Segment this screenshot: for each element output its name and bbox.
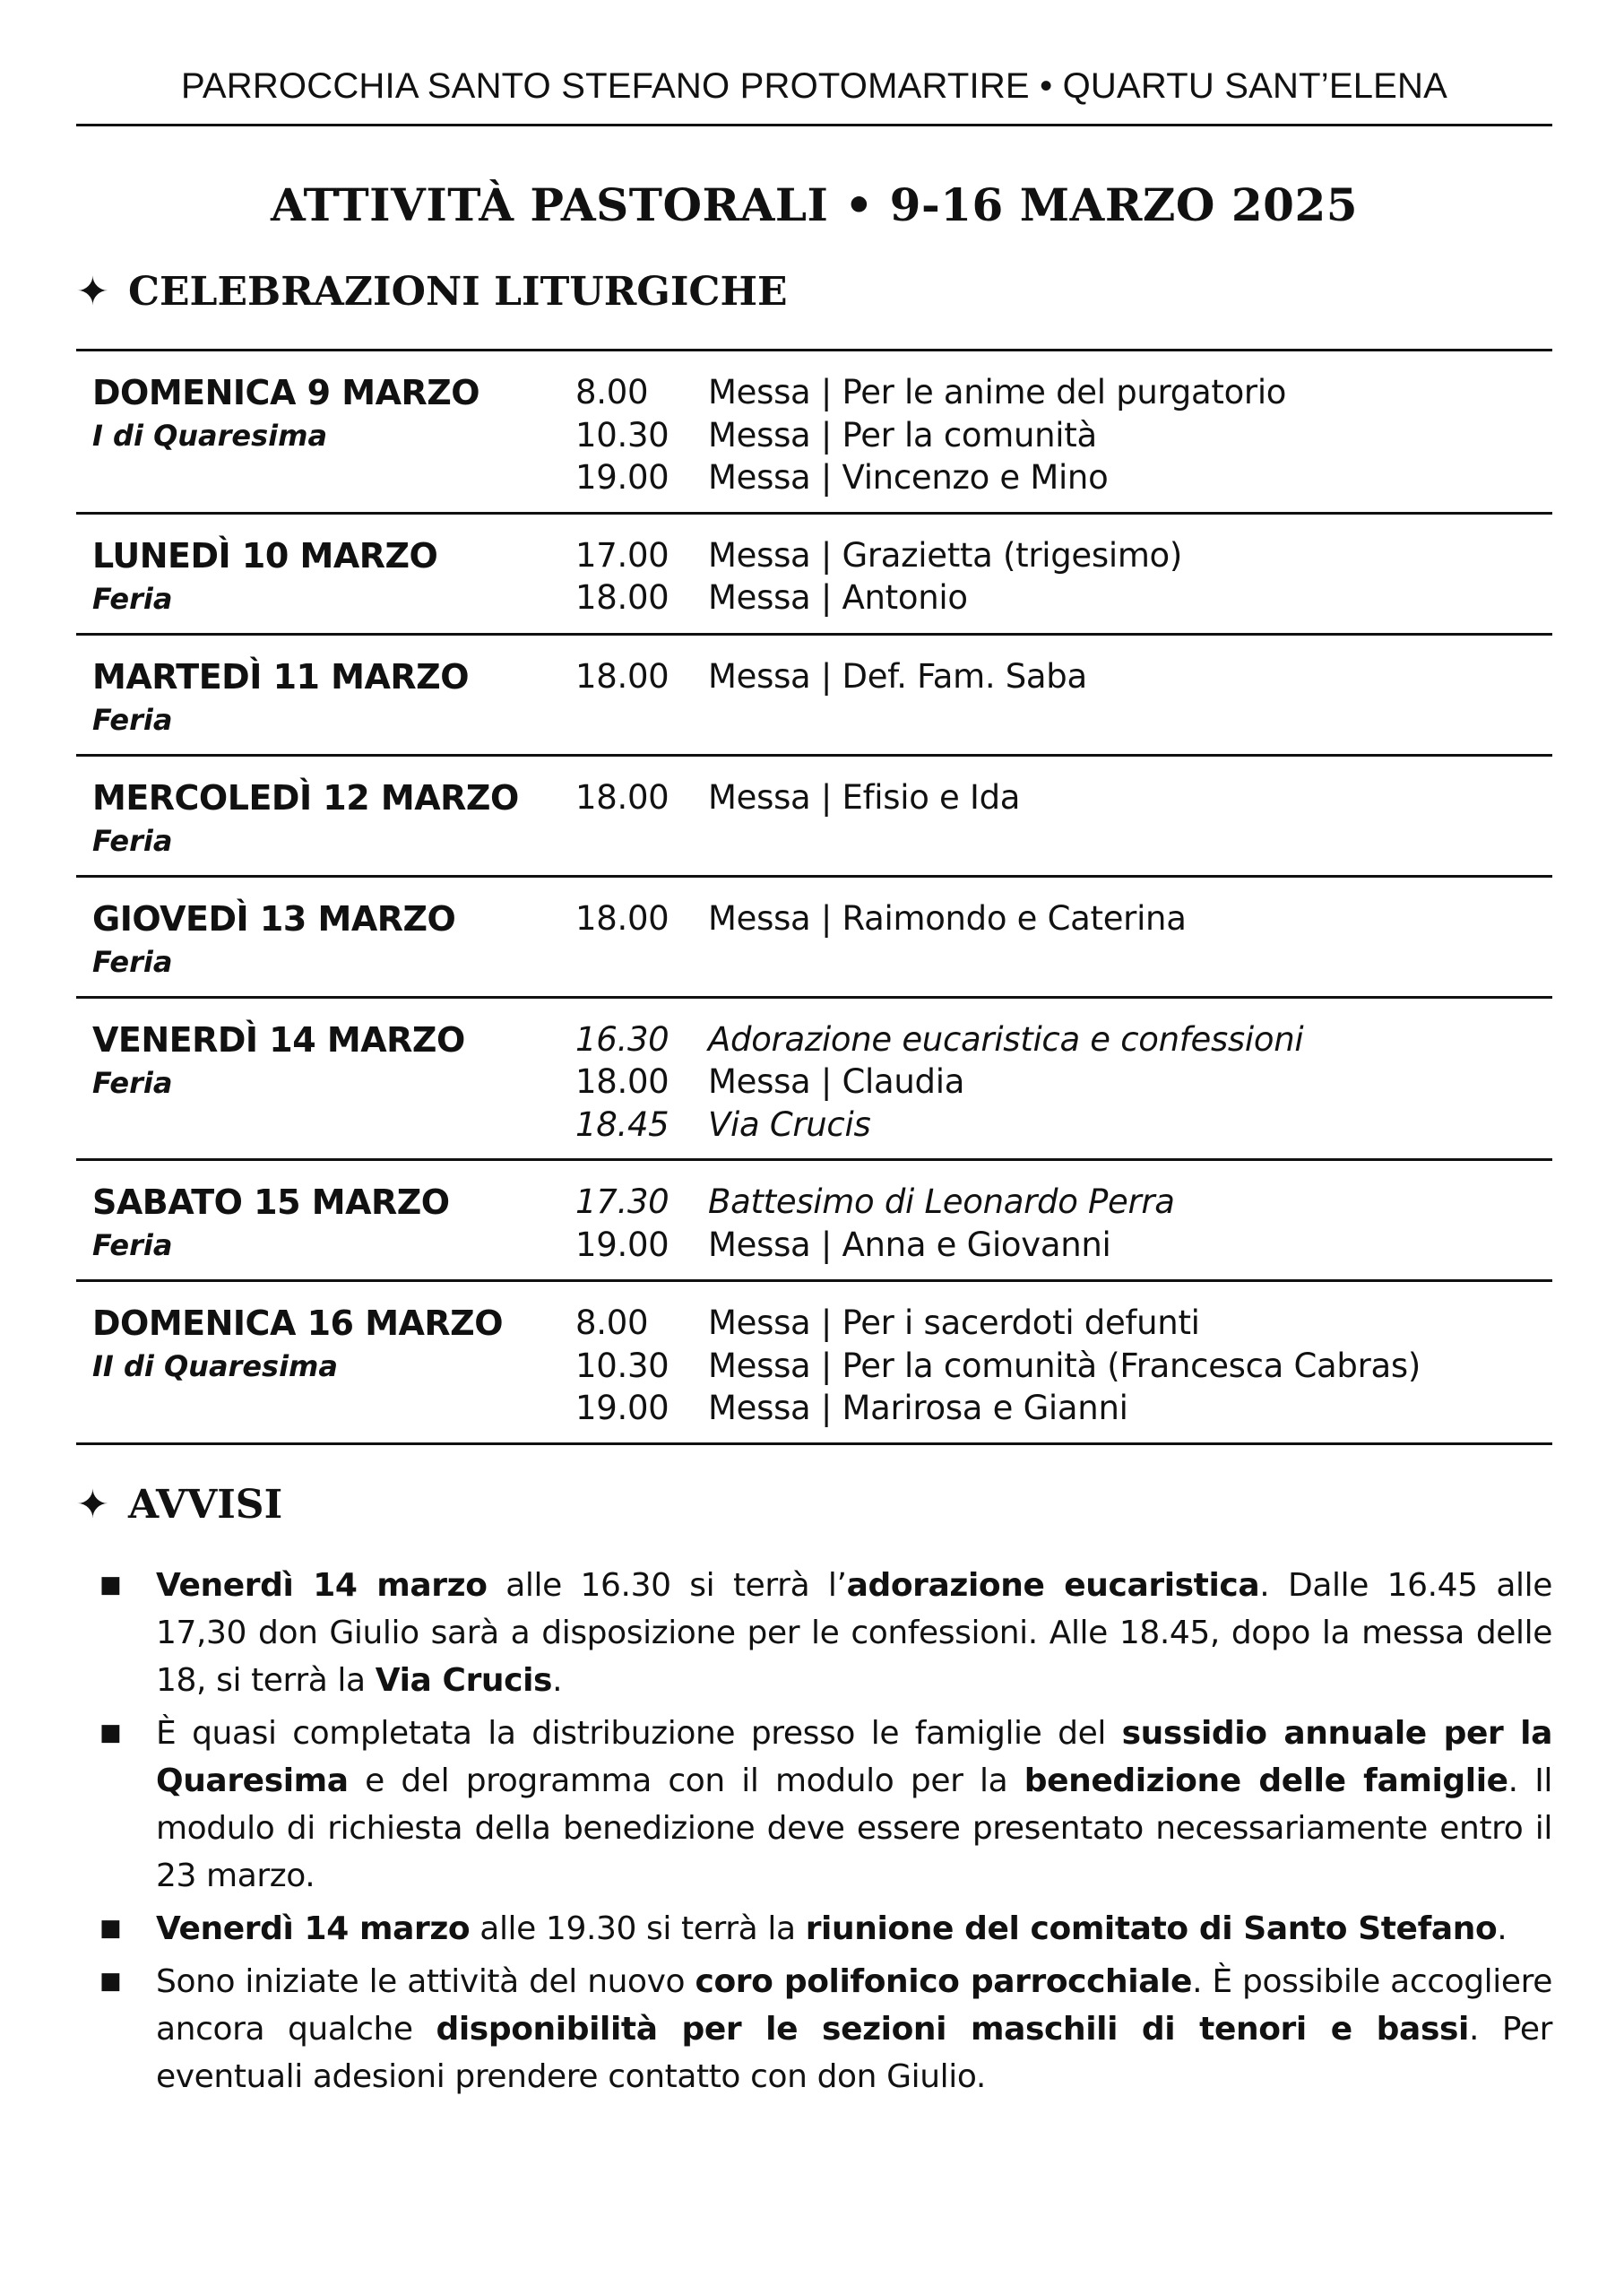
day-name: VENERDÌ 14 MARZO	[92, 1019, 465, 1060]
notice-item	[76, 1710, 1552, 1900]
event-time: 18.00	[575, 898, 669, 938]
day-name: MARTEDÌ 11 MARZO	[92, 656, 470, 697]
square-bullet-icon: ■	[99, 1914, 122, 1942]
liturgical-day-label: I di Quaresima	[92, 419, 328, 453]
liturgical-day-label: Feria	[92, 702, 173, 737]
event-time: 17.30	[575, 1182, 669, 1221]
events-cell	[575, 534, 1552, 620]
event-time: 17.00	[575, 535, 669, 575]
day-name: SABATO 15 MARZO	[92, 1182, 450, 1222]
notice-highlight: coro polifonico parrocchiale	[695, 1962, 1193, 2000]
notice-highlight: riunione del comitato di Santo Stefano	[805, 1910, 1498, 1947]
notice-item	[76, 1958, 1552, 2100]
header-divider	[76, 124, 1552, 126]
notice-segment: e del programma con il modulo per la	[348, 1762, 1024, 1799]
schedule-row	[76, 999, 1552, 1162]
event-description: Messa | Antonio	[708, 578, 968, 617]
notice-segment: alle 19.30 si terrà la	[470, 1910, 806, 1947]
notice-segment: . Per eventuali adesioni prendere contatto con don Giulio.	[156, 2010, 1552, 2095]
event-entry	[575, 414, 1552, 457]
event-entry	[575, 1181, 1552, 1224]
events-cell	[575, 897, 1552, 983]
event-description: Messa | Per la comunità	[708, 415, 1097, 455]
parish-header: PARROCCHIA SANTO STEFANO PROTOMARTIRE • QUARTU SANT’ELENA	[180, 66, 1448, 106]
event-description: Battesimo di Leonardo Perra	[708, 1182, 1175, 1221]
event-entry	[575, 655, 1552, 698]
square-bullet-icon: ■	[99, 1719, 122, 1746]
event-entry	[575, 534, 1552, 577]
notice-item	[76, 1562, 1552, 1704]
liturgical-day-label: Feria	[92, 944, 173, 979]
event-entry	[575, 897, 1552, 940]
event-time: 18.00	[575, 578, 669, 617]
events-cell	[575, 1302, 1552, 1430]
events-cell	[575, 776, 1552, 862]
liturgical-day-label: Feria	[92, 1228, 173, 1262]
event-time: 19.00	[575, 1389, 669, 1427]
notice-segment: alle 16.30 si terrà l’	[487, 1566, 847, 1604]
events-cell	[575, 1181, 1552, 1267]
section-heading-liturgy	[76, 268, 1552, 316]
event-entry	[575, 1302, 1552, 1345]
event-description: Adorazione eucaristica e confessioni	[708, 1019, 1304, 1059]
events-cell	[575, 1018, 1552, 1147]
notice-text	[156, 1710, 1552, 1900]
event-entry	[575, 456, 1552, 499]
liturgical-day-label: Feria	[92, 581, 173, 616]
day-cell	[76, 1302, 575, 1430]
liturgical-day-label: II di Quaresima	[92, 1349, 338, 1383]
event-time: 18.00	[575, 656, 669, 696]
notice-segment: .	[1497, 1910, 1507, 1947]
section-heading-label: CELEBRAZIONI LITURGICHE	[128, 269, 788, 315]
section-heading-notices	[76, 1481, 1552, 1529]
liturgical-day-label: Feria	[92, 1065, 173, 1100]
square-bullet-icon: ■	[99, 1967, 122, 1995]
notice-text	[156, 1562, 1552, 1704]
notice-text	[156, 1905, 1552, 1953]
events-cell	[575, 371, 1552, 499]
schedule-row	[76, 515, 1552, 636]
event-entry	[575, 1018, 1552, 1061]
event-entry	[575, 1104, 1552, 1147]
event-entry	[575, 576, 1552, 619]
event-time: 18.45	[575, 1104, 669, 1144]
star-icon: ✦	[76, 269, 109, 315]
event-description: Messa | Raimondo e Caterina	[708, 898, 1187, 938]
day-name: MERCOLEDÌ 12 MARZO	[92, 777, 519, 818]
day-name: DOMENICA 9 MARZO	[92, 373, 480, 412]
notices-list	[76, 1562, 1552, 2100]
notice-text	[156, 1958, 1552, 2100]
day-cell	[76, 371, 575, 499]
schedule-row	[76, 1282, 1552, 1445]
event-entry	[575, 371, 1552, 414]
event-time: 8.00	[575, 373, 649, 411]
star-icon: ✦	[76, 1481, 109, 1528]
notice-segment: . Il modulo di richiesta della benedizione deve essere presentato necessariamente entro il 23 marzo.	[156, 1762, 1553, 1894]
notice-highlight: Venerdì 14 marzo	[156, 1910, 471, 1947]
day-cell	[76, 1018, 575, 1147]
notice-segment: È quasi completata la distribuzione presso le famiglie del	[156, 1714, 1122, 1752]
day-cell	[76, 1181, 575, 1267]
event-entry	[575, 776, 1552, 819]
notice-highlight: Venerdì 14 marzo	[156, 1566, 488, 1604]
liturgical-day-label: Feria	[92, 823, 173, 858]
event-description: Messa | Def. Fam. Saba	[708, 656, 1087, 696]
event-description: Messa | Claudia	[708, 1062, 965, 1101]
notice-segment: .	[552, 1661, 563, 1699]
notice-highlight: Via Crucis	[375, 1661, 553, 1699]
liturgy-schedule-table	[76, 349, 1552, 1445]
event-description: Messa | Grazietta (trigesimo)	[708, 535, 1183, 575]
day-name: DOMENICA 16 MARZO	[92, 1303, 504, 1343]
day-cell	[76, 655, 575, 741]
document-title: ATTIVITÀ PASTORALI • 9-16 MARZO 2025	[270, 178, 1359, 231]
event-entry	[575, 1224, 1552, 1267]
event-description: Messa | Per la comunità (Francesca Cabras)	[708, 1346, 1421, 1385]
event-entry	[575, 1345, 1552, 1388]
events-cell	[575, 655, 1552, 741]
notice-highlight: adorazione eucaristica	[846, 1566, 1260, 1604]
event-time: 8.00	[575, 1303, 649, 1342]
section-heading-label: AVVISI	[128, 1481, 283, 1528]
notice-highlight: disponibilità per le sezioni maschili di tenori e bassi	[436, 2010, 1469, 2048]
day-cell	[76, 897, 575, 983]
day-cell	[76, 534, 575, 620]
day-cell	[76, 776, 575, 862]
event-description: Messa | Per i sacerdoti defunti	[708, 1303, 1200, 1342]
notice-item	[76, 1905, 1552, 1953]
schedule-row	[76, 1161, 1552, 1282]
square-bullet-icon: ■	[99, 1571, 122, 1598]
event-description: Messa | Vincenzo e Mino	[708, 458, 1109, 497]
event-time: 10.30	[575, 415, 669, 455]
schedule-row	[76, 351, 1552, 515]
bulletin-page	[76, 0, 1552, 2106]
event-time: 18.00	[575, 1062, 669, 1101]
day-name: GIOVEDÌ 13 MARZO	[92, 898, 456, 939]
event-time: 19.00	[575, 458, 669, 497]
event-description: Messa | Efisio e Ida	[708, 777, 1021, 817]
event-description: Messa | Marirosa e Gianni	[708, 1389, 1128, 1427]
event-time: 16.30	[575, 1019, 669, 1059]
event-time: 10.30	[575, 1346, 669, 1385]
event-description: Messa | Anna e Giovanni	[708, 1225, 1111, 1264]
notice-highlight: benedizione delle famiglie	[1024, 1762, 1508, 1799]
notice-segment: . È possibile accogliere ancora qualche	[156, 1962, 1552, 2048]
notice-segment: Sono iniziate le attività del nuovo	[156, 1962, 695, 2000]
event-time: 18.00	[575, 777, 669, 817]
event-entry	[575, 1061, 1552, 1104]
notice-segment: . Dalle 16.45 alle 17,30 don Giulio sarà a disposizione per le confessioni. Alle 18.45, dopo la messa delle 18, si terrà la	[156, 1566, 1552, 1699]
schedule-row	[76, 878, 1552, 999]
day-name: LUNEDÌ 10 MARZO	[92, 535, 438, 576]
schedule-row	[76, 757, 1552, 878]
event-description: Via Crucis	[708, 1104, 871, 1144]
schedule-row	[76, 636, 1552, 757]
event-entry	[575, 1387, 1552, 1430]
notice-highlight: sussidio annuale per la Quaresima	[156, 1714, 1552, 1799]
event-time: 19.00	[575, 1225, 669, 1264]
event-description: Messa | Per le anime del purgatorio	[708, 373, 1287, 411]
